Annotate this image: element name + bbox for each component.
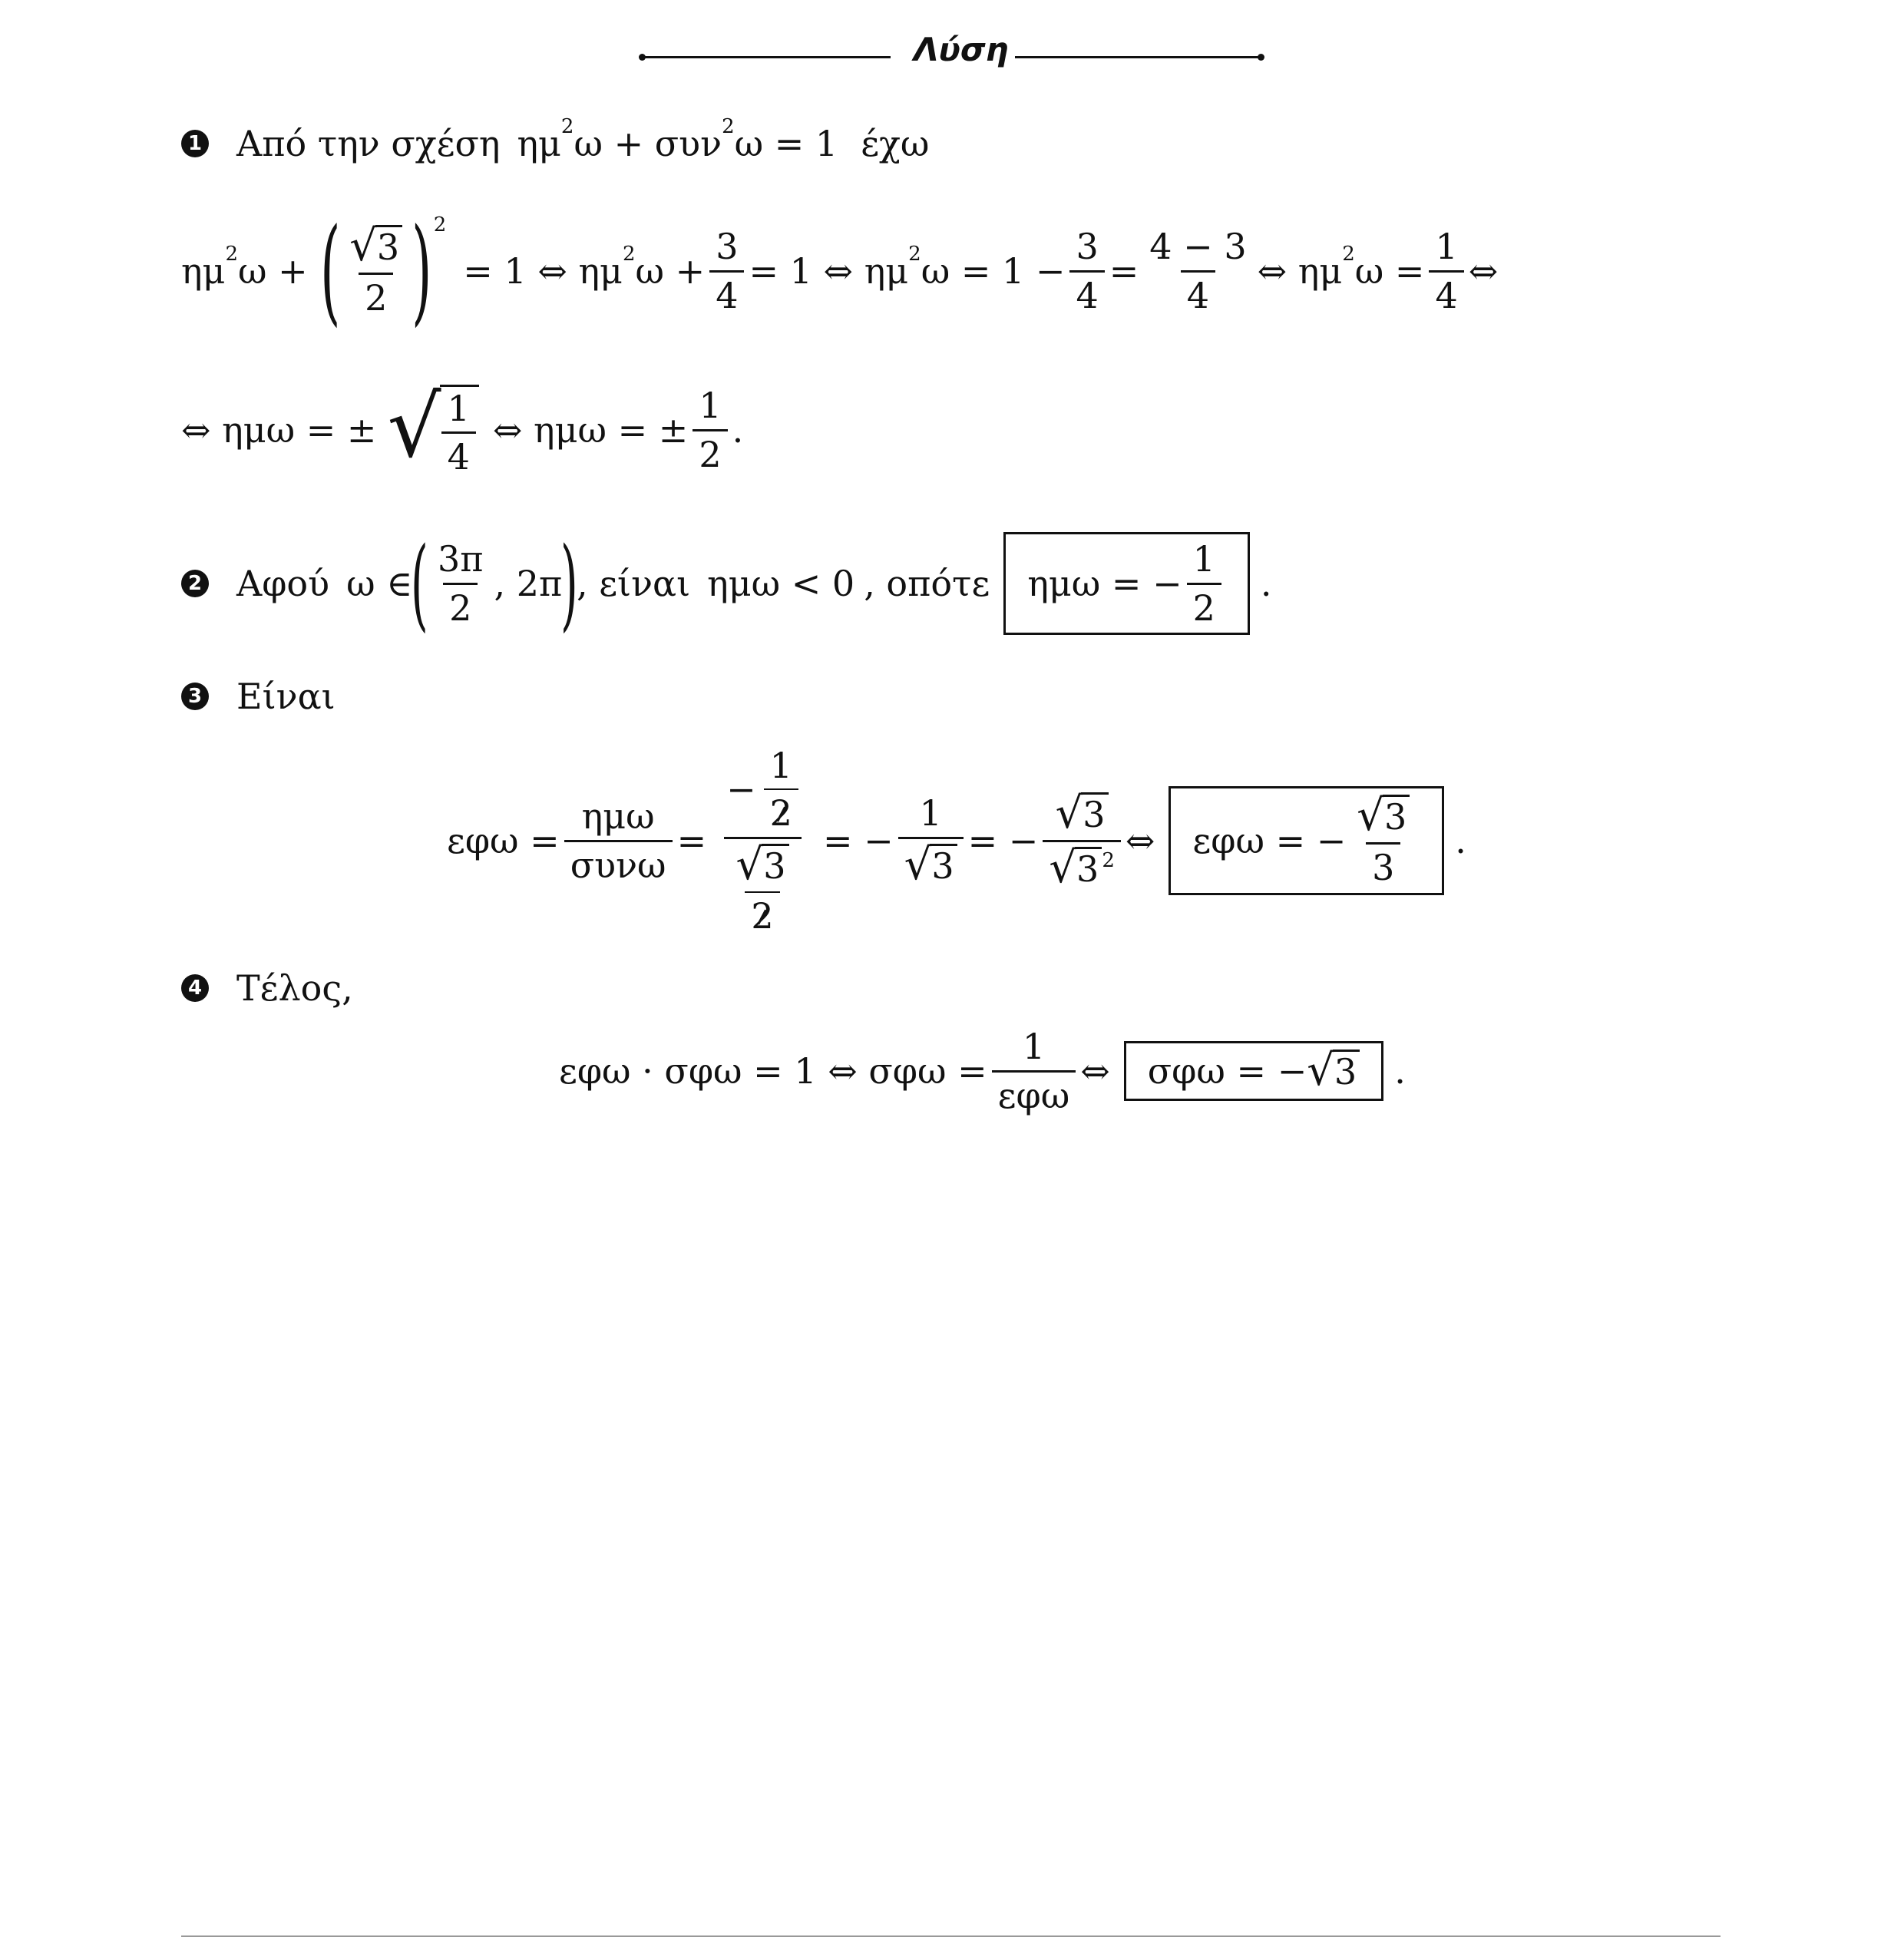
text: = 1 ⇔ ημ [749,250,909,292]
numerator: 4 − 3 [1149,226,1247,268]
text: = − [822,820,894,861]
step1-line2 [181,372,743,488]
fraction [992,1028,1076,1114]
sup: 2 [433,213,447,236]
sup: 2 [622,243,636,266]
cancelled-denominator: 2 [751,894,774,937]
compound-fraction: − $\frac{1}{2}$ √ 3 2 [720,747,805,934]
step1-intro-end: έχω [861,123,930,164]
numerator: ημω [581,795,655,838]
step1-intro [181,115,930,164]
radicand: 3 [1383,795,1410,835]
denominator: συνω [564,840,673,884]
text: ημω < 0 [707,563,855,604]
period: . [1394,1050,1406,1092]
fraction [431,538,490,629]
page-title: Λύση [914,31,1009,68]
text: εφω · σφω = 1 ⇔ σφω = [559,1050,987,1092]
title-line-left [642,56,891,58]
text: Τέλος, [236,967,353,1009]
numerator: 1 [699,385,722,427]
step2-line [181,526,1272,641]
denominator: 3 [1366,842,1400,886]
denominator: 4 [709,270,744,314]
text: Είναι [236,676,336,717]
numerator: 1 [769,745,792,787]
text: = [676,820,707,861]
step4-equation [559,1021,1406,1121]
text: ω = [1354,250,1425,292]
step4-label [181,967,353,1009]
fraction: √ 3 3 [1350,795,1416,886]
text: εφω = − [1192,819,1347,861]
step1-bullet: 1 [181,130,209,157]
text: = 1 ⇔ ημ [463,250,623,292]
numerator: 1 [1435,226,1458,268]
text: σφω = − [1147,1050,1307,1092]
denominator: εφω [992,1070,1076,1114]
text: ω + [635,250,706,292]
numerator: 3 [716,226,739,268]
denominator: 2 [1187,583,1221,626]
fraction [1143,228,1252,314]
text: ⇔ ημω = ± [181,409,377,451]
text: = − [967,820,1039,861]
title-line-right [1015,56,1261,58]
text: ημω = − [1027,563,1182,604]
text: εφω = [447,820,560,861]
text: , 2π [494,563,563,604]
numerator: 1 [1192,538,1215,580]
left-paren: ( [319,204,341,338]
cancelled-denominator: 2 [769,792,792,835]
text: , είναι [576,563,691,604]
numerator: 1 [919,792,942,835]
left-paren: ( [411,525,429,642]
text: ω ∈ [346,563,413,604]
numerator: 3 [1076,226,1099,268]
text: ⇔ ημ [1257,250,1343,292]
denominator: 2 [359,273,393,316]
result-box-tan [1169,786,1444,894]
fraction: 1 √ 3 [898,795,964,886]
radicand: 3 [375,225,402,266]
identity-sin: ημ [517,123,561,164]
fraction: √ 3 √ 3 $^2$ [1043,792,1121,890]
denominator: 4 [1429,270,1463,314]
numerator: 1 [447,387,470,429]
fraction [564,795,673,886]
text: ⇔ ημω = ± [492,409,689,451]
step2-bullet: 2 [181,570,209,597]
right-paren: ) [412,204,432,338]
fraction [1187,538,1221,629]
square-root: √ $\frac{1}{4}$ [387,385,478,476]
step1-intro-text: Από την σχέση [236,123,501,164]
radicand: 3 [930,844,957,884]
text: ⇔ [1080,1050,1110,1092]
denominator: 2 [693,429,727,473]
text: ημ [181,250,226,292]
step3-equation [447,733,1466,948]
text: ω + [238,250,308,292]
identity-rhs: ω = 1 [734,123,838,164]
text: ⇔ [1125,820,1155,861]
result-box-cot: σφω = − √ 3 [1124,1041,1383,1101]
radicand: 3 [1333,1050,1360,1090]
title-line-right-dot [1258,54,1264,61]
sup: 2 [1342,243,1355,266]
sup: 2 [560,115,574,138]
denominator: 4 [441,431,476,475]
numerator: 3π [438,538,484,580]
radicand: 3 [1075,847,1102,888]
step3-bullet: 3 [181,683,209,710]
text: , οπότε [864,563,990,604]
fraction: √ 3 2 [343,225,408,316]
fraction [1429,228,1463,314]
text: ω = 1 − [921,250,1066,292]
period: . [1260,563,1272,604]
footer-rule [181,1935,1721,1937]
period: . [732,409,744,451]
step4-bullet: 4 [181,974,209,1002]
numerator: 1 [1022,1026,1046,1068]
denominator: 2 [443,583,478,626]
identity-cos: ω + συν [574,123,722,164]
fraction [693,387,727,473]
radicand: 3 [1081,792,1108,833]
denominator: 4 [1181,270,1215,314]
sup: 2 [908,243,921,266]
denominator: 4 [1069,270,1104,314]
text: = [1109,250,1139,292]
period: . [1455,820,1466,861]
result-box-sin [1003,532,1250,635]
step1-line1 [181,206,1498,336]
sup: 2 [722,115,735,138]
radicand: 3 [762,844,788,884]
fraction [1069,228,1104,314]
right-paren: ) [560,525,579,642]
sup: 2 [225,243,239,266]
sup: 2 [1102,848,1115,872]
text: − [726,769,756,811]
fraction [709,228,744,314]
text: Αφού [236,563,330,604]
text: ⇔ [1468,250,1499,292]
step3-label [181,676,336,717]
